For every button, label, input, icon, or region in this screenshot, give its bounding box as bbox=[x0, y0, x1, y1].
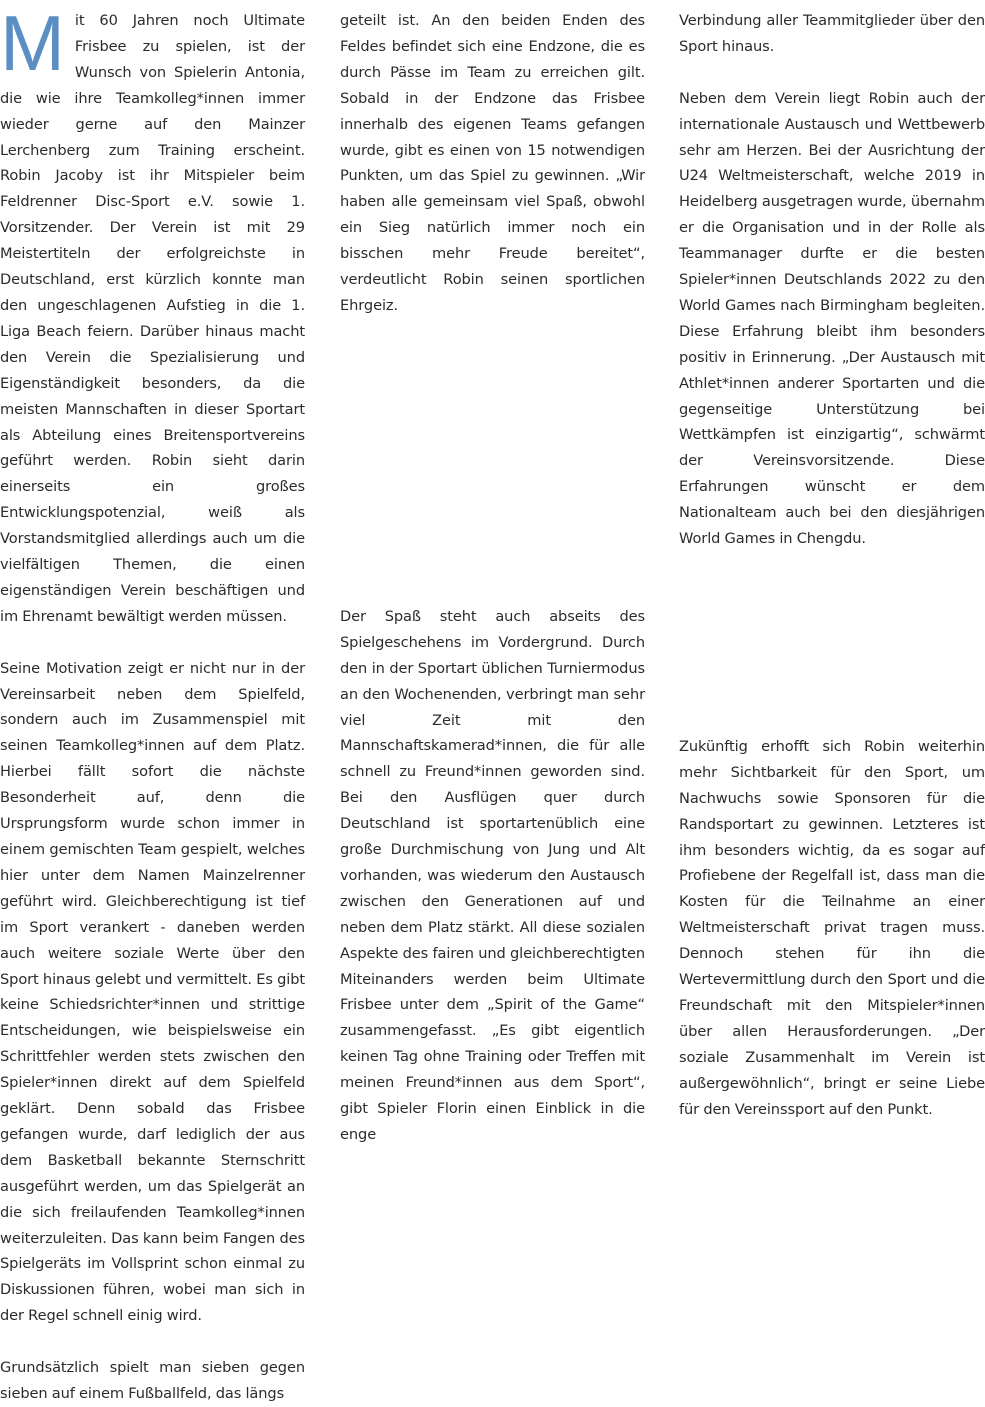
paragraph-future: Zukünftig erhofft sich Robin weiterhin mehr Sichtbarkeit für den Sport, um Nachwuchs sowie Sponsoren für die Randsportart zu gewinnen. Letzteres ist ihm besonders wichtig, da es sogar auf Profiebene der Regelfall ist, dass man die Kosten für die Teilnahme an einer Weltmeisterschaft privat tragen muss. Dennoch stehen für ihn die Wertevermittlung durch den Sport und die Freundschaft mit den Mitspieler*innen über allen Herausforderungen. „Der soziale Zusammenhalt im Verein ist außergewöhnlich“, bringt er seine Liebe für den Vereinssport auf den Punkt. bbox=[679, 737, 985, 1118]
paragraph-intro bbox=[0, 0, 305, 630]
paragraph-rules-continued: geteilt ist. An den beiden Enden des Feldes befindet sich eine Endzone, die es durch Pässe im Team zu erreichen gilt. Sobald in der Endzone das Frisbee innerhalb des eigenen Teams gefangen wurde, gibt es einen von 15 notwendigen Punkten, um das Spiel zu gewinnen. „Wir haben alle gemeinsam viel Spaß, obwohl ein Sieg natürlich immer noch ein bisschen mehr Freude bereitet“, verdeutlicht Robin seinen sportlichen Ehrgeiz. bbox=[340, 12, 645, 314]
drop-cap: M bbox=[0, 0, 65, 87]
paragraph-connection: Verbindung aller Teammitglieder über den Sport hinaus. bbox=[679, 12, 985, 55]
paragraph-rules-start: Grundsätzlich spielt man sieben gegen sieben auf einem Fußballfeld, das längs bbox=[0, 1359, 305, 1402]
paragraph-fun: Der Spaß steht auch abseits des Spielgeschehens im Vordergrund. Durch den in der Sportart üblichen Turniermodus an den Wochenenden, verbringt man sehr viel Zeit mit den Mannschaftskamerad*innen, die für alle schnell zu Freund*innen geworden sind. Bei den Ausflügen quer durch Deutschland ist sportartenüblich eine große Durchmischung von Jung und Alt vorhanden, was wiederum den Austausch zwischen den Generationen auf und neben dem Platz stärkt. All diese sozialen Aspekte des fairen und gleichberechtigten Miteinanders werden beim Ultimate Frisbee unter dem „Spirit of the Game“ zusammengefasst. „Es gibt eigentlich keinen Tag ohne Training oder Treffen mit meinen Freund*innen aus dem Sport“, gibt Spieler Florin einen Einblick in die enge bbox=[340, 607, 645, 1144]
article-column-2 bbox=[340, 8, 645, 1144]
paragraph-motivation: Seine Motivation zeigt er nicht nur in der Vereinsarbeit neben dem Spielfeld, sondern auch im Zusammenspiel mit seinen Teamkolleg*innen auf dem Platz. Hierbei fällt sofort die nächste Besonderheit auf, denn die Ursprungsform wurde schon immer in einem gemischten Team gespielt, welches hier unter dem Namen Mainzelrenner geführt wird. Gleichberechtigung ist tief im Sport verankert - daneben werden auch weitere soziale Werte über den Sport hinaus gelebt und vermittelt. Es gibt keine Schiedsrichter*innen und strittige Entscheidungen, wie beispielsweise ein Schrittfehler werden stets zwischen den Spieler*innen direkt auf dem Spielfeld geklärt. Denn sobald das Frisbee gefangen wurde, darf lediglich der aus dem Basketball bekannte Sternschritt ausgeführt werden, um das Spielgerät an die sich freilaufenden Teamkolleg*innen weiterzuleiten. Das kann beim Fangen des Spielgeräts im Vollsprint schon einmal zu Diskussionen führen, wobei man sich in der Regel schnell einig wird. bbox=[0, 659, 305, 1325]
article-column-3 bbox=[679, 8, 985, 1118]
article-column-1 bbox=[0, 0, 305, 1407]
paragraph-intro-text: it 60 Jahren noch Ultimate Frisbee zu spielen, ist der Wunsch von Spielerin Antonia, die wie ihre Teamkolleg*innen immer wieder gerne auf den Mainzer Lerchenberg zum Training erscheint. Robin Jacoby ist ihr Mitspieler beim Feldrenner Disc-Sport e.V. sowie 1. Vorsitzender. Der Verein ist mit 29 Meistertiteln der erfolgreichste in Deutschland, erst kürzlich konnte man den ungeschlagenen Aufstieg in die 1. Liga Beach feiern. Darüber hinaus macht den Verein die Spezialisierung und Eigenständigkeit besonders, da die meisten Mannschaften in dieser Sportart als Abteilung eines Breitensportvereins geführt werden. Robin sieht darin einerseits ein großes Entwicklungspotenzial, weiß als Vorstandsmitglied allerdings auch um die vielfältigen Themen, die einen eigenständigen Verein beschäftigen und im Ehrenamt bewältigt werden müssen. bbox=[0, 12, 305, 625]
paragraph-international: Neben dem Verein liegt Robin auch der internationale Austausch und Wettbewerb sehr am Herzen. Bei der Ausrichtung der U24 Weltmeisterschaft, welche 2019 in Heidelberg ausgetragen wurde, übernahm er die Organisation und in der Rolle als Teammanager durfte er die besten Spieler*innen Deutschlands 2022 zu den World Games nach Birmingham begleiten. Diese Erfahrung bleibt ihm besonders positiv in Erinnerung. „Der Austausch mit Athlet*innen anderer Sportarten und die gegenseitige Unterstützung bei Wettkämpfen ist einzigartig“, schwärmt der Vereinsvorsitzende. Diese Erfahrungen wünscht er dem Nationalteam auch bei den diesjährigen World Games in Chengdu. bbox=[679, 89, 985, 548]
